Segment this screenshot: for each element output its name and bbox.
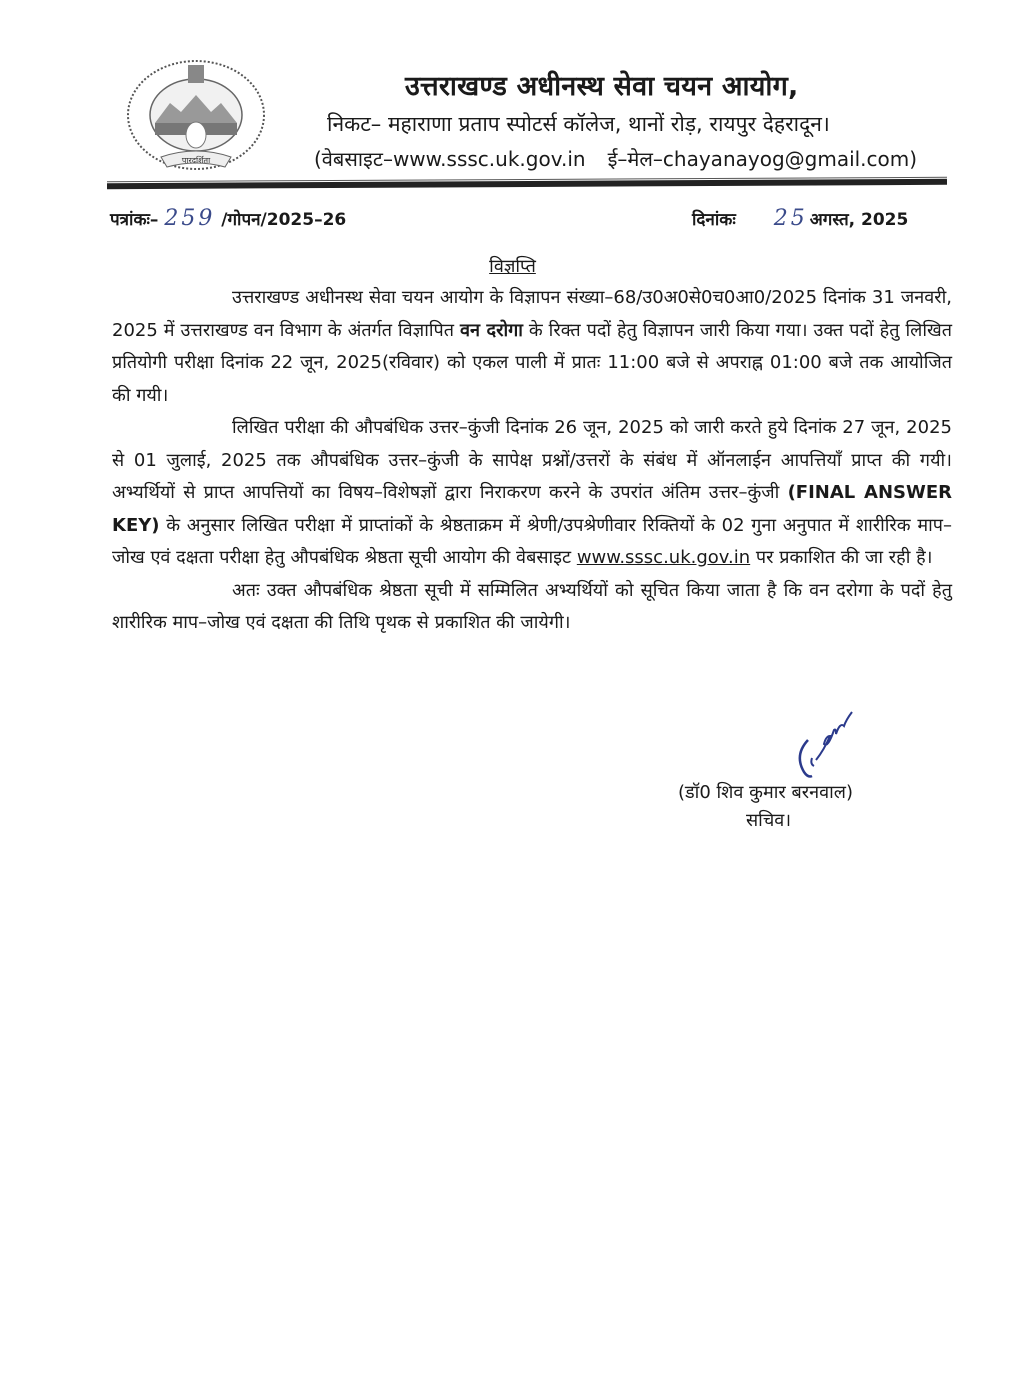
website-text: (वेबसाइट–www.sssc.uk.gov.in <box>314 147 586 171</box>
issue-date <box>692 206 908 231</box>
date-month-year: अगस्त, 2025 <box>809 210 909 230</box>
notice-title: विज्ञप्ति <box>489 256 536 277</box>
organization-address: निकट– महाराणा प्रताप स्पोटर्स कॉलेज, थानों रोड़, रायपुर देहरादून। <box>327 112 830 136</box>
signatory-designation: सचिव। <box>746 810 792 831</box>
date-label: दिनांकः <box>692 210 736 230</box>
organization-name: उत्तराखण्ड अधीनस्थ सेवा चयन आयोग, <box>405 71 799 102</box>
final-answer-key-bold: (FINAL ANSWER KEY) <box>112 482 953 536</box>
notice-body <box>112 282 952 640</box>
reference-number <box>110 206 346 231</box>
paragraph-3: अतः उक्त औपबंधिक श्रेष्ठता सूची में सम्मिलित अभ्यर्थियों को सूचित किया जाता है कि वन दरोगा के पदों हेतु शारीरिक माप–जोख एवं दक्षता की तिथि पृथक से प्रकाशित की जायेगी। <box>112 579 952 633</box>
handwritten-signature-icon <box>790 700 870 780</box>
reference-handwritten-number: 259 <box>164 206 216 231</box>
email-text: ई–मेल–chayanayog@gmail.com) <box>607 147 918 171</box>
emblem-icon <box>188 65 204 83</box>
reference-label: पत्रांकः– <box>110 210 159 230</box>
reference-suffix: /गोपन/2025–26 <box>221 210 347 230</box>
paragraph-1: उत्तराखण्ड अधीनस्थ सेवा चयन आयोग के विज्ञापन संख्या–68/उ0अ0से0च0आ0/2025 दिनांक 31 जनवरी, 2025 में उत्तराखण्ड वन विभाग के अंतर्गत विज्ञापित वन दरोगा के रिक्त पदों हेतु विज्ञापन जारी किया गया। उक्त पदों हेतु लिखित प्रतियोगी परीक्षा दिनांक 22 जून, 2025(रविवार) को एकल पाली में प्रातः 11:00 बजे से अपराह्न 01:00 बजे तक आयोजित की गयी। <box>112 287 952 406</box>
signatory-name: (डॉ0 शिव कुमार बरनवाल) <box>678 782 853 803</box>
website-link[interactable]: www.sssc.uk.gov.in <box>576 547 751 568</box>
commission-seal-logo <box>125 57 267 175</box>
svg-text:पारदर्शिता: पारदर्शिता <box>181 156 211 165</box>
paragraph-2: लिखित परीक्षा की औपबंधिक उत्तर–कुंजी दिनांक 26 जून, 2025 को जारी करते हुये दिनांक 27 जून, 2025 से 01 जुलाई, 2025 तक औपबंधिक उत्तर–कुंजी के सापेक्ष प्रश्नों/उत्तरों के संबंध में ऑनलाईन आपत्तियाँ प्राप्त की गयी। अभ्यर्थियों से प्राप्त आपत्तियों का विषय–विशेषज्ञों द्वारा निराकरण करने के उपरांत अंतिम उत्तर–कुंजी (FINAL ANSWER KEY) के अनुसार लिखित परीक्षा में प्राप्तांकों के श्रेष्ठताक्रम में श्रेणी/उपश्रेणीवार रिक्तियों के 02 गुना अनुपात में शारीरिक माप–जोख एवं दक्षता परीक्षा हेतु औपबंधिक श्रेष्ठता सूची आयोग की वेबसाइट www.sssc.uk.gov.in पर प्रकाशित की जा रही है। <box>112 417 953 568</box>
post-name-bold: वन दरोगा <box>460 319 523 341</box>
contact-line <box>314 145 917 172</box>
date-handwritten-day: 25 <box>773 206 808 231</box>
